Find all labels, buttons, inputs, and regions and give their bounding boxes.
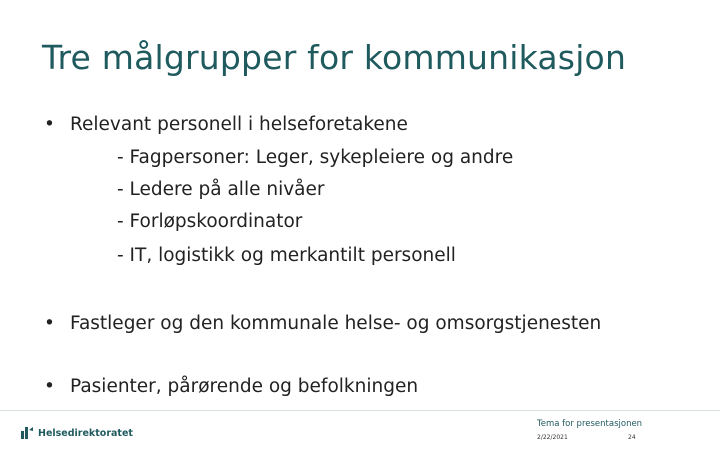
bullet-item xyxy=(44,114,408,135)
sub-item: - IT, logistikk og merkantilt personell xyxy=(117,245,456,266)
bullet-icon: • xyxy=(44,376,55,397)
bullet-text: Fastleger og den kommunale helse- og omsorgstjenesten xyxy=(70,313,602,334)
bullet-icon: • xyxy=(44,114,55,135)
bullet-item xyxy=(44,376,418,397)
bullet-text: Pasienter, pårørende og befolkningen xyxy=(70,376,419,397)
slide-title: Tre målgrupper for kommunikasjon xyxy=(42,38,627,77)
bullet-icon: • xyxy=(44,313,55,334)
footer-divider xyxy=(0,410,720,411)
footer-date: 2/22/2021 xyxy=(537,434,568,441)
sub-item: - Fagpersoner: Leger, sykepleiere og andre xyxy=(117,147,514,168)
sub-item: - Forløpskoordinator xyxy=(117,211,303,232)
bullet-item xyxy=(44,313,601,334)
sub-item: - Ledere på alle nivåer xyxy=(117,179,325,200)
logo-text: Helsedirektoratet xyxy=(38,427,133,439)
page-number: 24 xyxy=(628,434,636,441)
footer-topic: Tema for presentasjonen xyxy=(537,419,643,429)
bullet-text: Relevant personell i helseforetakene xyxy=(70,114,408,135)
helsedirektoratet-logo xyxy=(20,426,133,440)
logo-icon xyxy=(20,426,34,440)
